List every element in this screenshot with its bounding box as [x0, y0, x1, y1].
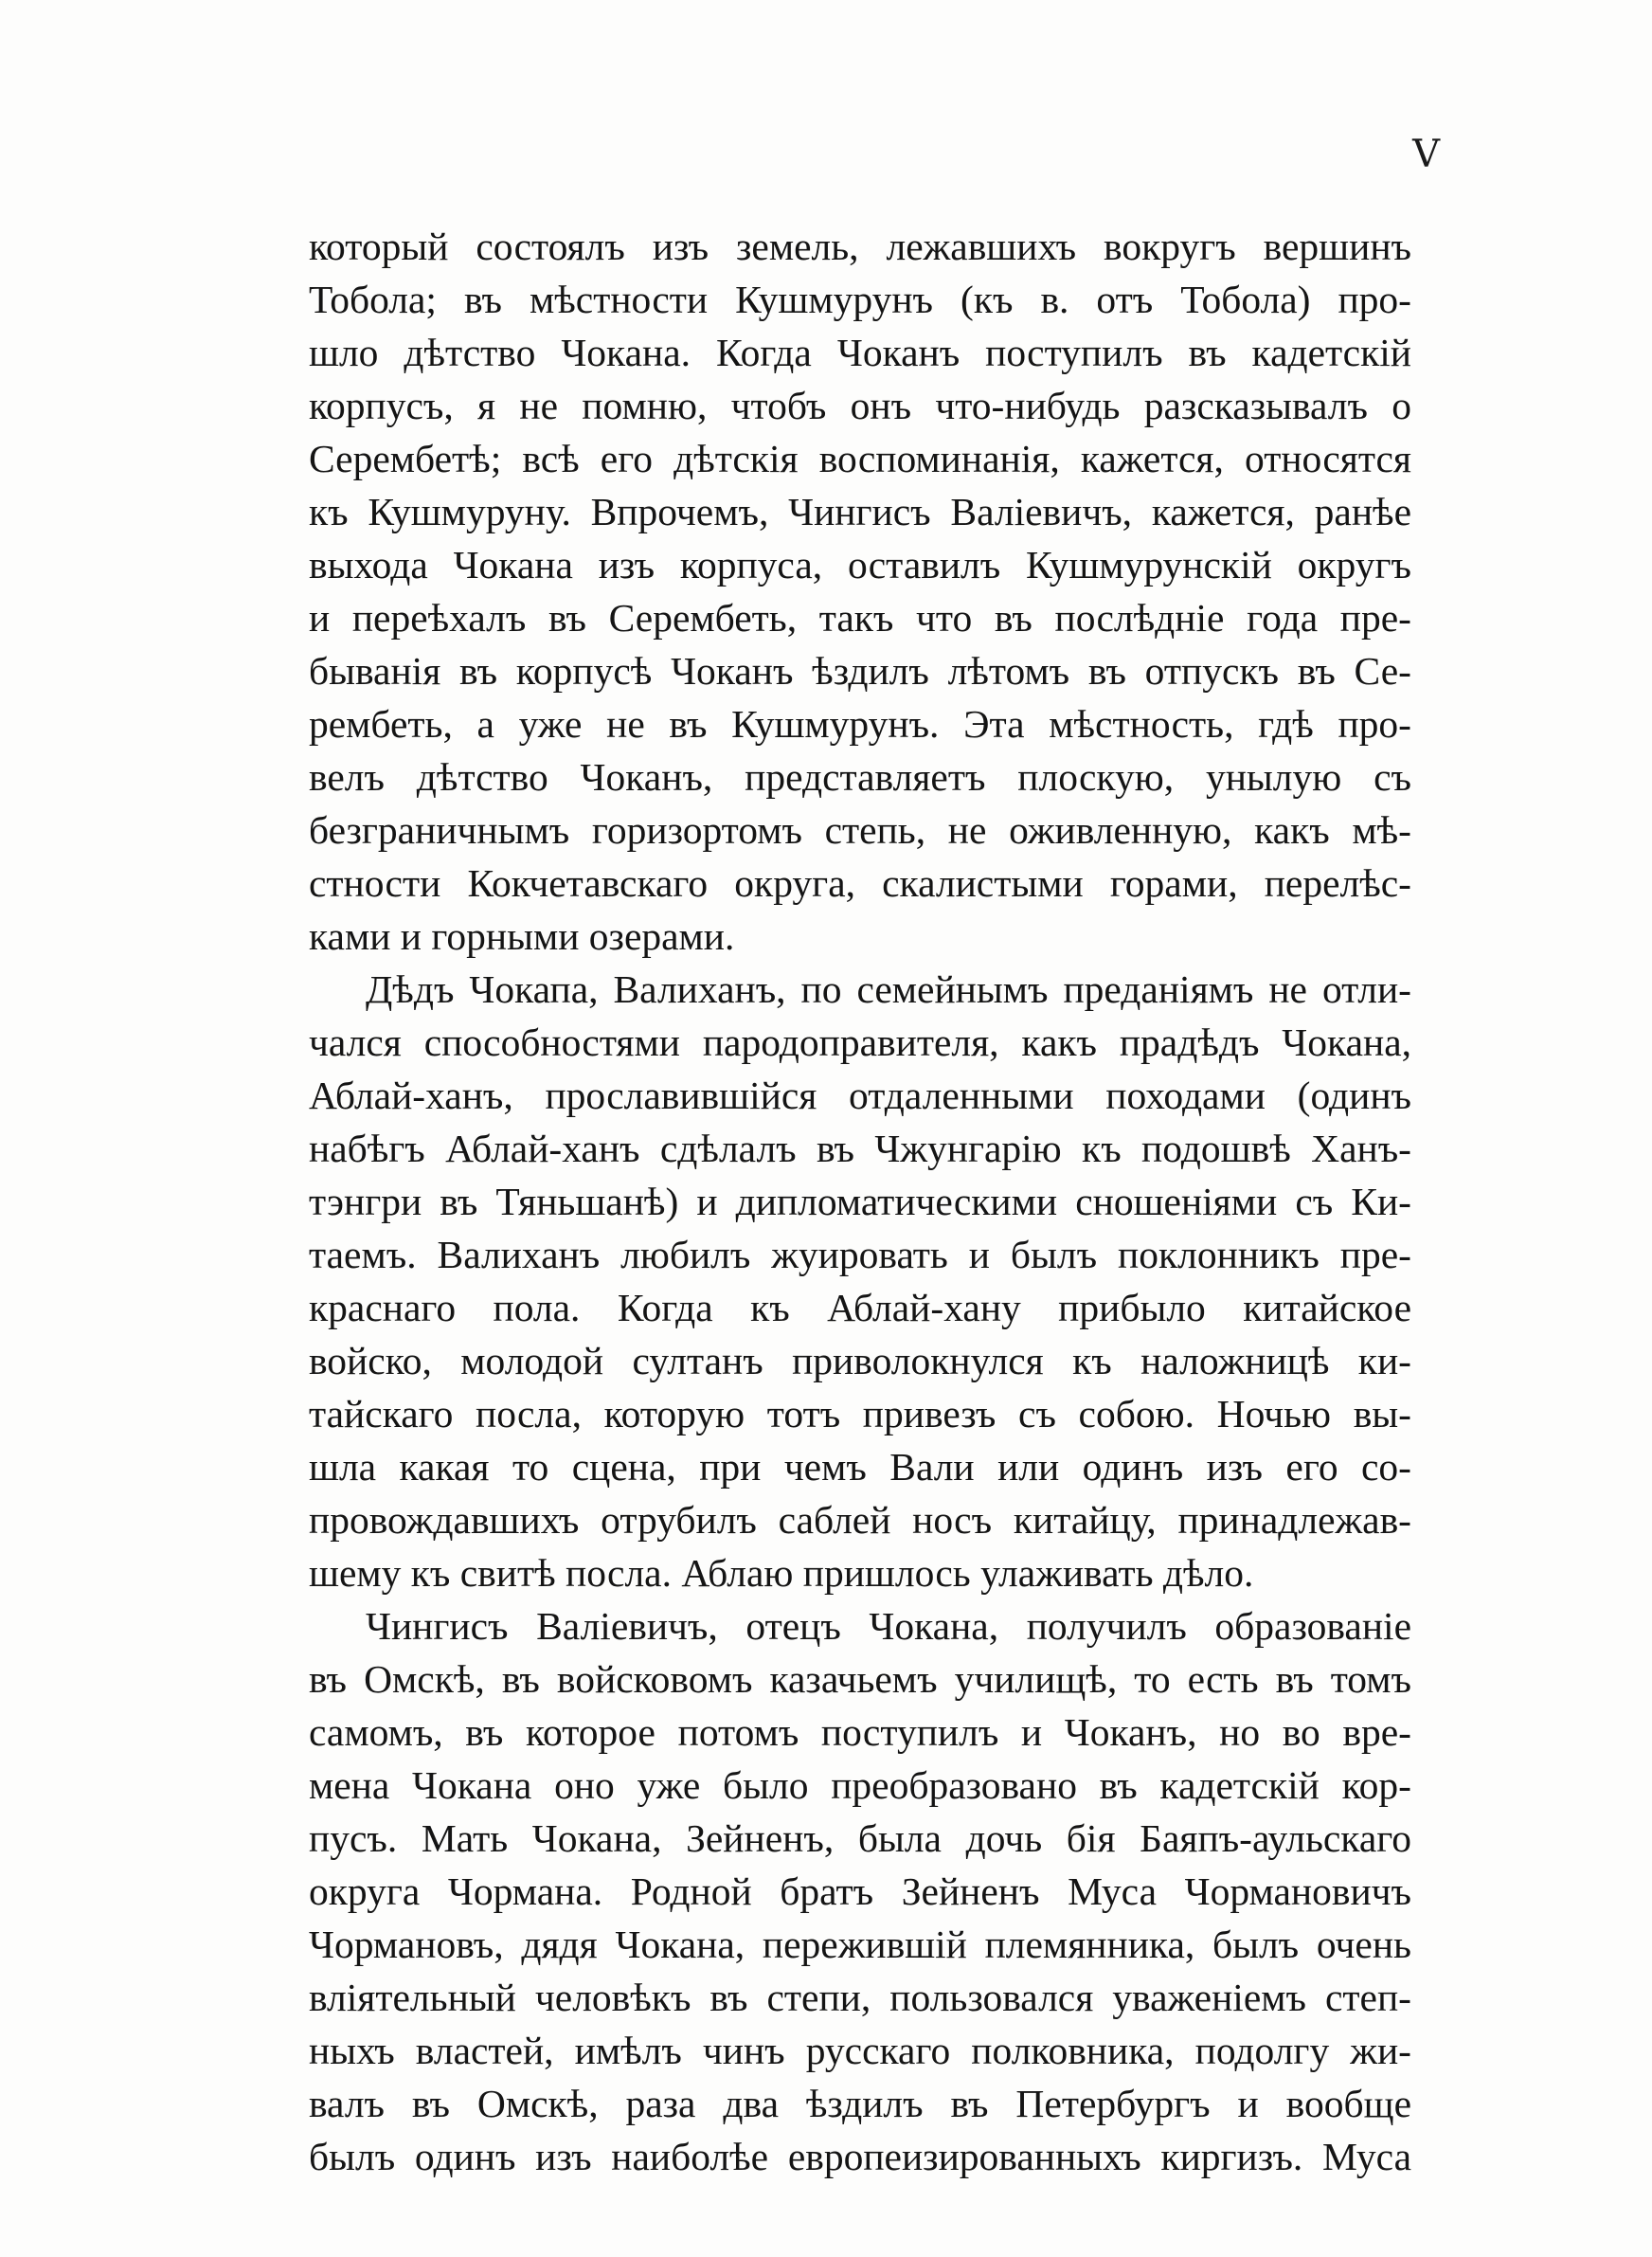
text-line: тэнгри въ Тяньшанѣ) и дипломатическими сношеніями съ Ки- [309, 1180, 1411, 1223]
text-line: набѣгъ Аблай-ханъ сдѣлалъ въ Чжунгарію къ подошвѣ Ханъ- [309, 1127, 1411, 1170]
text-line: Серембетѣ; всѣ его дѣтскія воспоминанія, кажется, относятся [309, 437, 1411, 480]
text-line: ками и горными озерами. [309, 914, 735, 958]
text-line: чался способностями пародоправителя, какъ прадѣдъ Чокана, [309, 1020, 1411, 1064]
text-line: и переѣхалъ въ Серембеть, такъ что въ послѣдніе года пре- [309, 596, 1411, 640]
text-line: пусъ. Мать Чокана, Зейненъ, была дочь бія Баяпъ-аульскаго [309, 1816, 1411, 1860]
text-line: провождавшихъ отрубилъ саблей носъ китайцу, принадлежав- [309, 1498, 1411, 1542]
page-number: V [1412, 133, 1440, 176]
text-line: тайскаго посла, которую тотъ привезъ съ собою. Ночью вы- [309, 1392, 1411, 1435]
text-line: рембеть, а уже не въ Кушмурунъ. Эта мѣстность, гдѣ про- [309, 702, 1411, 746]
text-line: округа Чормана. Родной братъ Зейненъ Муса Чормановичъ [309, 1869, 1411, 1913]
body-text [309, 220, 1411, 2183]
text-line: таемъ. Валиханъ любилъ жуировать и былъ поклонникъ пре- [309, 1233, 1411, 1276]
text-line: краснаго пола. Когда къ Аблай-хану прибыло китайское [309, 1286, 1411, 1329]
text-line: безграничнымъ горизортомъ степь, не оживленную, какъ мѣ- [309, 808, 1411, 852]
text-line: велъ дѣтство Чоканъ, представляетъ плоскую, унылую съ [309, 755, 1411, 799]
text-line: Аблай-ханъ, прославившійся отдаленными походами (одинъ [309, 1074, 1411, 1117]
text-line: Тобола; въ мѣстности Кушмурунъ (къ в. отъ Тобола) про- [309, 278, 1411, 321]
text-line: валъ въ Омскѣ, раза два ѣздилъ въ Петербургъ и вообще [309, 2082, 1411, 2125]
text-line: вліятельный человѣкъ въ степи, пользовался уваженіемъ степ- [309, 1976, 1411, 2019]
paragraph-1 [309, 220, 1411, 963]
text-line: стности Кокчетавскаго округа, скалистыми горами, перелѣс- [309, 861, 1411, 905]
text-line: быванія въ корпусѣ Чоканъ ѣздилъ лѣтомъ въ отпускъ въ Се- [309, 649, 1411, 693]
text-line: ныхъ властей, имѣлъ чинъ русскаго полковника, подолгу жи- [309, 2029, 1411, 2072]
text-line: выхода Чокана изъ корпуса, оставилъ Кушмурунскій округъ [309, 543, 1411, 587]
text-line: корпусъ, я не помню, чтобъ онъ что-нибудь разсказывалъ о [309, 384, 1411, 427]
text-line: войско, молодой султанъ приволокнулся къ наложницѣ ки- [309, 1339, 1411, 1382]
text-line: шла какая то сцена, при чемъ Вали или одинъ изъ его со- [309, 1445, 1411, 1489]
paragraph-3 [309, 1599, 1411, 2183]
paragraph-2 [309, 963, 1411, 1599]
text-line: къ Кушмуруну. Впрочемъ, Чингисъ Валіевичъ, кажется, ранѣе [309, 490, 1411, 533]
text-line: самомъ, въ которое потомъ поступилъ и Чоканъ, но во вре- [309, 1710, 1411, 1754]
text-line: Чормановъ, дядя Чокана, пережившій племянника, былъ очень [309, 1923, 1411, 1966]
text-line: былъ одинъ изъ наиболѣе европеизированныхъ киргизъ. Муса [309, 2135, 1411, 2178]
text-line: который состоялъ изъ земель, лежавшихъ вокругъ вершинъ [309, 225, 1411, 268]
text-line: въ Омскѣ, въ войсковомъ казачьемъ училищѣ, то есть въ томъ [309, 1657, 1411, 1701]
text-line: шло дѣтство Чокана. Когда Чоканъ поступилъ въ кадетскій [309, 331, 1411, 374]
text-line: шему къ свитѣ посла. Аблаю пришлось улаживать дѣло. [309, 1551, 1254, 1595]
text-line: мена Чокана оно уже было преобразовано въ кадетскій кор- [309, 1763, 1411, 1807]
text-line: Дѣдъ Чокапа, Валиханъ, по семейнымъ преданіямъ не отли- [366, 967, 1411, 1011]
text-line: Чингисъ Валіевичъ, отецъ Чокана, получилъ образованіе [366, 1604, 1411, 1648]
